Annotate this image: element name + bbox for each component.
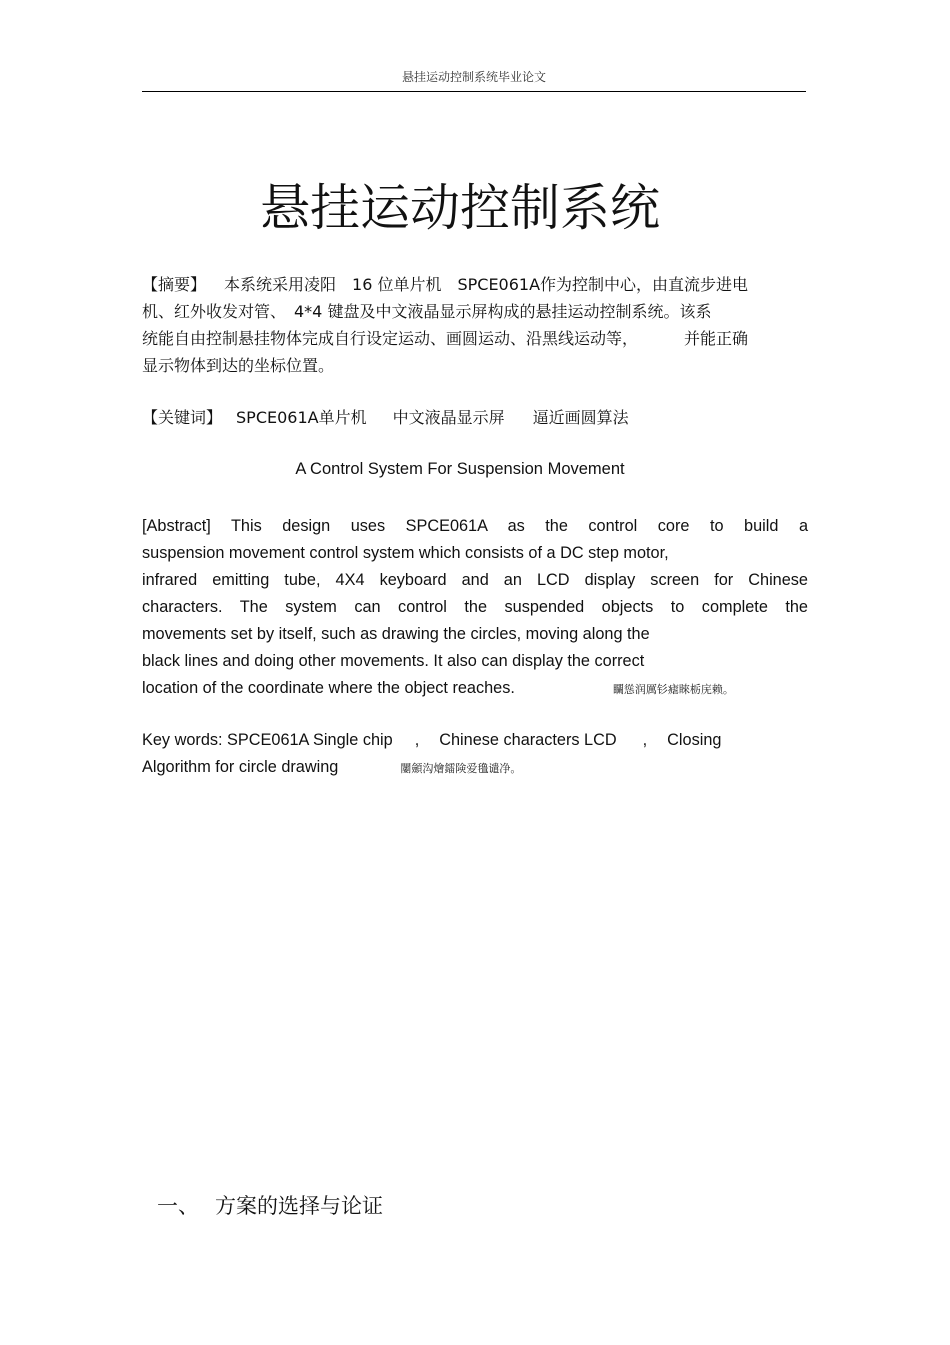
abstract-en-noise: 矙慫润厲钐瘧睞栃庑赖。 xyxy=(612,683,734,696)
keywords-en-text-2: Chinese characters LCD xyxy=(439,731,617,749)
running-header: 悬挂运动控制系统毕业论文 xyxy=(401,70,546,84)
keyword-cn-1: SPCE061A单片机 xyxy=(236,408,367,427)
keywords-cn-line xyxy=(142,404,808,431)
abstract-cn-line-2: 机、红外收发对管、 4*4 键盘及中文液晶显示屏构成的悬挂运动控制系统。该系 xyxy=(142,302,712,321)
keyword-cn-2: 中文液晶显示屏 xyxy=(392,408,505,427)
keywords-en-text-3: Closing xyxy=(667,731,722,749)
section-number: 一、 xyxy=(157,1194,199,1218)
keywords-en-sep-1: , xyxy=(414,731,420,749)
keywords-cn xyxy=(142,404,808,431)
header-rule xyxy=(142,91,806,92)
section-heading xyxy=(157,1190,383,1220)
keywords-en-line-2 xyxy=(142,754,808,782)
abstract-cn xyxy=(142,271,808,379)
keywords-en-line-1 xyxy=(142,727,808,754)
english-title: A Control System For Suspension Movement xyxy=(295,460,625,478)
abstract-cn-line-4: 显示物体到达的坐标位置。 xyxy=(142,356,335,375)
keywords-en-text-1: Key words: SPCE061A Single chip xyxy=(142,731,393,749)
abstract-en-line-7 xyxy=(142,675,808,703)
keywords-en-text-4: Algorithm for circle drawing xyxy=(142,758,339,776)
abstract-en-line-1: [Abstract] This design uses SPCE061A as the control core to build a xyxy=(142,517,808,535)
abstract-en-line-6: black lines and doing other movements. It also can display the correct xyxy=(142,652,645,670)
abstract-en-text-7: location of the coordinate where the object reaches. xyxy=(142,679,515,697)
abstract-cn-line-1 xyxy=(142,271,808,298)
abstract-en-line-2: suspension movement control system which consists of a DC step motor, xyxy=(142,544,669,562)
abstract-en xyxy=(142,513,808,703)
keywords-en-noise: 闄顩沟燴鐳険爱氇谴净。 xyxy=(400,762,522,775)
keywords-en xyxy=(142,727,808,782)
keywords-en-sep-2: , xyxy=(642,731,648,749)
abstract-en-line-3: infrared emitting tube, 4X4 keyboard and an LCD display screen for Chinese xyxy=(142,571,808,589)
abstract-cn-text-3b: 并能正确 xyxy=(684,329,749,348)
abstract-en-line-4: characters. The system can control the suspended objects to complete the xyxy=(142,598,808,616)
section-title: 方案的选择与论证 xyxy=(215,1194,383,1218)
abstract-cn-line-3 xyxy=(142,325,808,352)
keyword-cn-3: 逼近画圆算法 xyxy=(532,408,629,427)
document-title: 悬挂运动控制系统 xyxy=(260,179,660,237)
abstract-cn-label: 【摘要】 xyxy=(142,275,207,294)
abstract-cn-text-1: 本系统采用凌阳 16 位单片机 SPCE061A作为控制中心，由直流步进电 xyxy=(224,275,749,294)
keywords-cn-label: 【关键词】 xyxy=(142,408,223,427)
abstract-en-line-5: movements set by itself, such as drawing the circles, moving along the xyxy=(142,625,650,643)
abstract-cn-text-3a: 统能自由控制悬挂物体完成自行设定运动、画圆运动、沿黑线运动等， xyxy=(142,329,639,348)
